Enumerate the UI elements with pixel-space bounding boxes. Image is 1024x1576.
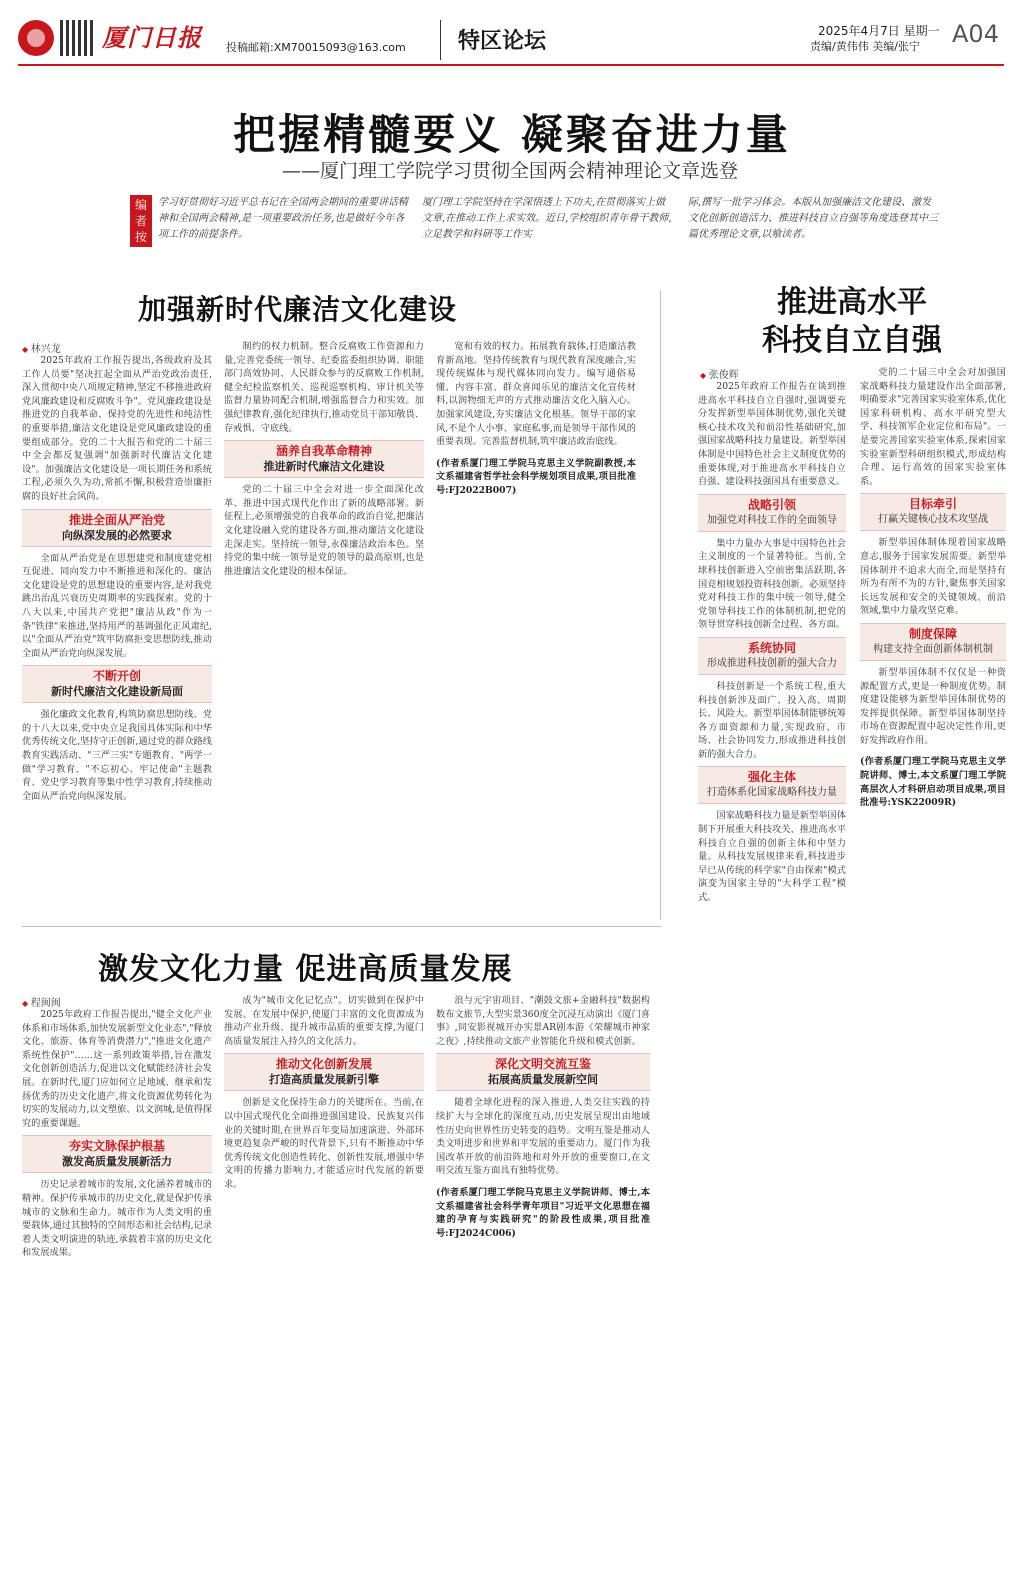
qr-code-icon [60,20,96,56]
article1-subhead-1-title: 推进全面从严治党 [68,512,165,527]
article1-sec1-text: 全面从严治党是在思想建党和制度建党相互促进、同向发力中不断推进和深化的。廉洁文化建设是党的思想建设的重要内容,是对我党跳出治乱兴衰历史周期率的实践探索。党的十八大以来,中国共产党把"廉洁从政"作为一条"铁律"来推进,坚持用严的基调强化正风肃纪,以"全面从严治党"筑牢防腐拒变思想防线,推动全面从严治党向纵深发展。 [22,552,212,659]
article3-sec2-text: 创新是文化保持生命力的关键所在。当前,在以中国式现代化全面推进强国建设、民族复兴伟业的关键时期,在世界百年变局加速演进、外部环境更趋复杂严峻的时代背景下,只有不断推动中华优秀传统文化创造性转化、创新性发展,增强中华文明的传播力影响力,才能适应时代发展的新要求。 [224,1097,424,1190]
article2-col2-text: 党的二十届三中全会对加强国家战略科技力量建设作出全面部署,明确要求"完善国家实验室体系,优化国家科研机构、高水平研究型大学、科技领军企业定位和布局"。一是要完善国家实验室体系,探索国家实验室新型科研组织模式,形成结构合理、运行高效的国家实验室体系。 [860,367,1006,487]
article3-subhead-3-sub: 拓展高质量发展新空间 [488,1073,598,1087]
article2-sec4-text: 新型举国体制不仅仅是一种资源配置方式,更是一种制度优势。制度建设能够为新型举国体制优势的发挥提供保障。新型举国体制坚持市场在资源配置中起决定性作用,更好发挥政府作用。 [860,666,1006,746]
column-separator [660,290,661,920]
article3-subhead-3 [436,1053,650,1091]
issue-date: 2025年4月7日 星期一 [818,24,940,38]
article2-subhead-3 [860,493,1006,531]
page-number: A04 [952,20,999,48]
masthead [0,0,1024,62]
article1-column-1 [22,354,212,914]
article3-col2-text: 成为"城市文化记忆点"。切实做到在保护中发展、在发展中保护,使厦门丰富的文化资源成为推动产业升级、提升城市品质的重要支撑,为厦门高质量发展注入持久的文化活力。 [224,995,424,1047]
article2-subhead-5 [698,766,846,804]
article1-col2-sec-text: 党的二十届三中全会对进一步全面深化改革、推进中国式现代化作出了新的战略部署。新征程上,必须增强党的自我革命的政治自觉,把廉洁文化建设融入党的建设各方面,推动廉洁文化建设走深走实。坚持统一领导,永葆廉洁政治本色。坚持党的集中统一领导是党的领导的最高原则,也是推进廉洁文化建设的根本保证。 [224,484,424,577]
article2-subhead-5-title: 强化主体 [747,770,796,785]
article2-intro: 2025年政府工作报告在谈到推进高水平科技自立自强时,强调要充分发挥新型举国体制优势,强化关键核心技术攻关和前沿性基础研究,加强国家战略科技力量建设。新型举国体制是中国特色社会主义制度优势的重要体现,对于推进高水平科技自立自强、建设科技强国具有重要意义。 [698,381,846,488]
article1-subhead-2 [22,665,212,703]
editor-note-col2: 厦门理工学院坚持在学深悟透上下功夫,在贯彻落实上做文章,在推动工作上求实效。近日,学校组织青年骨干教师,立足教学和科研等工作实 [422,197,672,240]
article3-subhead-1 [22,1135,212,1173]
article2-subhead-4-sub: 构建支持全面创新体制机制 [873,643,993,655]
article3-author: ◆ 程闽闽 [22,994,61,1009]
article3-subhead-1-title: 夯实文脉保护根基 [68,1139,165,1154]
article2-subhead-5-sub: 打造体系化国家战略科技力量 [707,787,837,799]
article2-subhead-4-title: 制度保障 [908,626,957,641]
article1-col3-text: 宽和有效的权力。拓展教育载体,打造廉洁教育新高地。坚持传统教育与现代教育深度融合,实现传统媒体与现代媒体同向发力。编写通俗易懂、内容丰富、群众喜闻乐见的廉洁文化宣传材料,以润物细无声的方式推动廉洁文化入脑入心。加强家风建设,夯实廉洁文化根基。领导干部的家风,不是个人小事、家庭私事,而是领导干部作风的重要表现。完善监督机制,筑牢廉洁政治底线。 [436,341,636,448]
newspaper-logo-icon [18,20,54,56]
main-headline: 把握精髓要义 凝聚奋进力量 [233,110,791,159]
article3-sec3-text: 随着全球化进程的深入推进,人类交往实践的持续扩大与全球化的深度互动,历史发展呈现出由地域性历史向世界性历史转变的趋势。文明互鉴是推动人类文明进步和世界和平发展的重要动力。厦门作为我国改革开放的前沿阵地和对外开放的重要窗口,在文明交流互鉴方面具有独特优势。 [436,1097,650,1177]
article2-subhead-1-sub: 加强党对科技工作的全面领导 [707,514,837,526]
article2-sec3-text: 新型举国体制体现着国家战略意志,服务于国家发展需要。新型举国体制并不追求大而全,而是坚持有所为有所不为的方针,聚焦事关国家长远发展和安全的关键领域、前沿领域,集中力量攻坚克难。 [860,537,1006,617]
sub-headline: ——厦门理工学院学习贯彻全国两会精神理论文章选登 [282,160,739,182]
article2-subhead-3-sub: 打赢关键核心技术攻坚战 [878,514,988,526]
article1-title: 加强新时代廉洁文化建设 [138,293,458,326]
article-separator [22,926,662,927]
article2-sec2-text: 科技创新是一个系统工程,重大科技创新涉及面广、投入高、周期长、风险大。新型举国体制能够统筹各方面资源和力量,实现政府、市场、社会协同发力,形成推进科技创新的强大合力。 [698,680,846,760]
section-name: 特区论坛 [458,29,547,54]
article3-subhead-2 [224,1053,424,1091]
article1-subhead-3-title: 涵养自我革命精神 [275,444,372,459]
article2-subhead-2-title: 系统协同 [747,640,796,655]
article1-subhead-3 [224,440,424,478]
article1-subhead-2-title: 不断开创 [92,669,141,684]
article2-author: ◆ 张俊辉 [700,366,739,381]
article3-col3-text: 浪与元宇宙项目、"潮鼓文旅+金融科技"数据构数布文旅节,大型实景360度全沉浸互动演出《厦门喜事》,同安影视城开办实景AR剧本游《荣耀城市神家之夜》,持续推动文旅产业智能化升级和模式创新。 [436,995,650,1047]
masthead-rule [18,64,1004,66]
article1-sec2-text: 强化廉政文化教育,构筑防腐思想防线。党的十八大以来,党中央立足我国具体实际和中华优秀传统文化,坚持守正创新,通过党的群众路线教育实践活动、"三严三实"专题教育、"两学一做"学习教育、"不忘初心、牢记使命"主题教育、党史学习教育等集中性学习教育,持续推动全面从严治党向纵深发展。 [22,709,212,802]
submission-email: 投稿邮箱:XM70015093@163.com [226,41,406,54]
article3-footnote: (作者系厦门理工学院马克思主义学院讲师、博士,本文系福建省社会科学青年项目"习近平文化思想在福建的孕育与实践研究"的阶段性成果,项目批准号:FJ2024C006) [436,1186,650,1239]
article1-footnote: (作者系厦门理工学院马克思主义学院副教授,本文系福建省哲学社会科学规划项目成果,项目批准号:FJ2022B007) [436,457,636,496]
editors: 责编/黄伟伟 美编/张宁 [810,40,920,53]
article3-subhead-2-title: 推动文化创新发展 [275,1057,372,1072]
article2-subhead-2-sub: 形成推进科技创新的强大合力 [707,657,837,669]
article2-subhead-1 [698,494,846,532]
article2-title-line2: 科技自立自强 [762,323,942,358]
article1-subhead-3-sub: 推进新时代廉洁文化建设 [263,460,385,474]
article1-col2-text: 制约的权力机制。整合反腐败工作资源和力量,完善党委统一领导、纪委监委组织协调、职能部门高效协同、人民群众参与的反腐败工作机制,健全纪检监察机关、巡视巡察机构、审计机关等监督力量协同配合机制,增强监督合力和实效。加强纪律教育,强化纪律执行,推动党员干部知敬畏、存戒惧、守底线。 [224,341,424,434]
editor-note-col1: 学习好贯彻好习近平总书记在全国两会期间的重要讲话精神和全国两会精神,是一项重要政治任务,也是做好今年各项工作的前提条件。 [158,197,408,240]
article1-column-2 [224,340,424,914]
article3-column-2 [224,994,424,1560]
article3-column-1 [22,1008,212,1560]
article3-subhead-2-sub: 打造高质量发展新引擎 [269,1073,379,1087]
editor-note-col3: 际,撰写一批学习体会。本版从加强廉洁文化建设、激发文化创新创造活力、推进科技自立自强等角度选登其中三篇优秀理论文章,以飨读者。 [688,197,938,240]
article3-sec1-text: 历史记录着城市的发展,文化涵养着城市的精神。保护传承城市的历史文化,就是保护传承城市的文脉和生命力。城市作为人类文明的重要载体,通过其独特的空间形态和社会结构,记录着人类文明演进的轨迹,承载着丰富的历史文化和发展成果。 [22,1179,212,1259]
article3-subhead-1-sub: 激发高质量发展新活力 [62,1155,172,1169]
article2-footnote: (作者系厦门理工学院马克思主义学院讲师、博士,本文系厦门理工学院高层次人才科研启动项目成果,项目批准号:YSK22009R) [860,756,1006,809]
article1-subhead-1-sub: 向纵深发展的必然要求 [62,528,172,542]
article2-sec5-text: 国家战略科技力量是新型举国体制下开展重大科技攻关、推进高水平科技自立自强的创新主体和中坚力量。从科技发展规律来看,科技进步早已从传统的科学家"自由探索"模式演变为国家主导的"大科学工程"模式。 [698,810,846,904]
article1-column-3 [436,340,636,914]
article1-subhead-1 [22,509,212,547]
article3-column-3 [436,994,650,1560]
article1-subhead-2-sub: 新时代廉洁文化建设新局面 [51,685,183,699]
article2-title [752,284,952,360]
article2-sec1-text: 集中力量办大事是中国特色社会主义制度的一个显著特征。当前,全球科技创新进入空前密集活跃期,各国竞相规划投资科技创新。必须坚持党对科技工作的集中统一领导,健全党领导科技工作的体制机制,把党的领导贯穿科技创新全过程、各方面。 [698,537,846,631]
article2-subhead-3-title: 目标牵引 [908,497,957,512]
article2-subhead-2 [698,637,846,675]
article2-column-1 [698,380,846,1560]
divider [440,20,441,60]
brand-logo: 厦门日报 [102,23,202,52]
article1-intro: 2025年政府工作报告提出,各级政府及其工作人员要"坚决扛起全面从严治党政治责任,深入贯彻中央八项规定精神,坚定不移推进政府党风廉政建设和反腐败斗争"。党风廉政建设是推进党的自我革命、保持党的先进性和纯洁性的重要举措,廉洁文化建设是党风廉政建设的重要组成部分。党的二十大报告和党的二十届三中全会都反复强调"加强新时代廉洁文化建设"。加强廉洁文化建设是一项长期任务和系统工程,必须久久为功,常抓不懈,积极营造崇廉拒腐的良好社会风尚。 [22,355,212,502]
article2-subhead-4 [860,623,1006,661]
article2-title-line1: 推进高水平 [777,285,927,320]
article1-author: ◆ 林兴龙 [22,340,61,355]
article3-subhead-3-title: 深化文明交流互鉴 [494,1057,591,1072]
article3-title: 激发文化力量 促进高质量发展 [98,952,513,987]
article2-column-2 [860,366,1006,1560]
article3-intro: 2025年政府工作报告提出,"健全文化产业体系和市场体系,加快发展新型文化业态","释放文化、旅游、体育等消费潜力","推进文化遗产系统性保护"……这一系列政策举措,旨在激发文化创新创造活力,促进以文化赋能经济社会发展。在新时代,厦门应如何立足地域、继承和发扬优秀的历史文化遗产,将文化资源优势转化为切实的发展动力,以文塑旅、以文润城,是值得探究的重要课题。 [22,1009,212,1129]
editor-note-tag: 编者按 [130,195,152,247]
article2-subhead-1-title: 战略引领 [747,497,796,512]
